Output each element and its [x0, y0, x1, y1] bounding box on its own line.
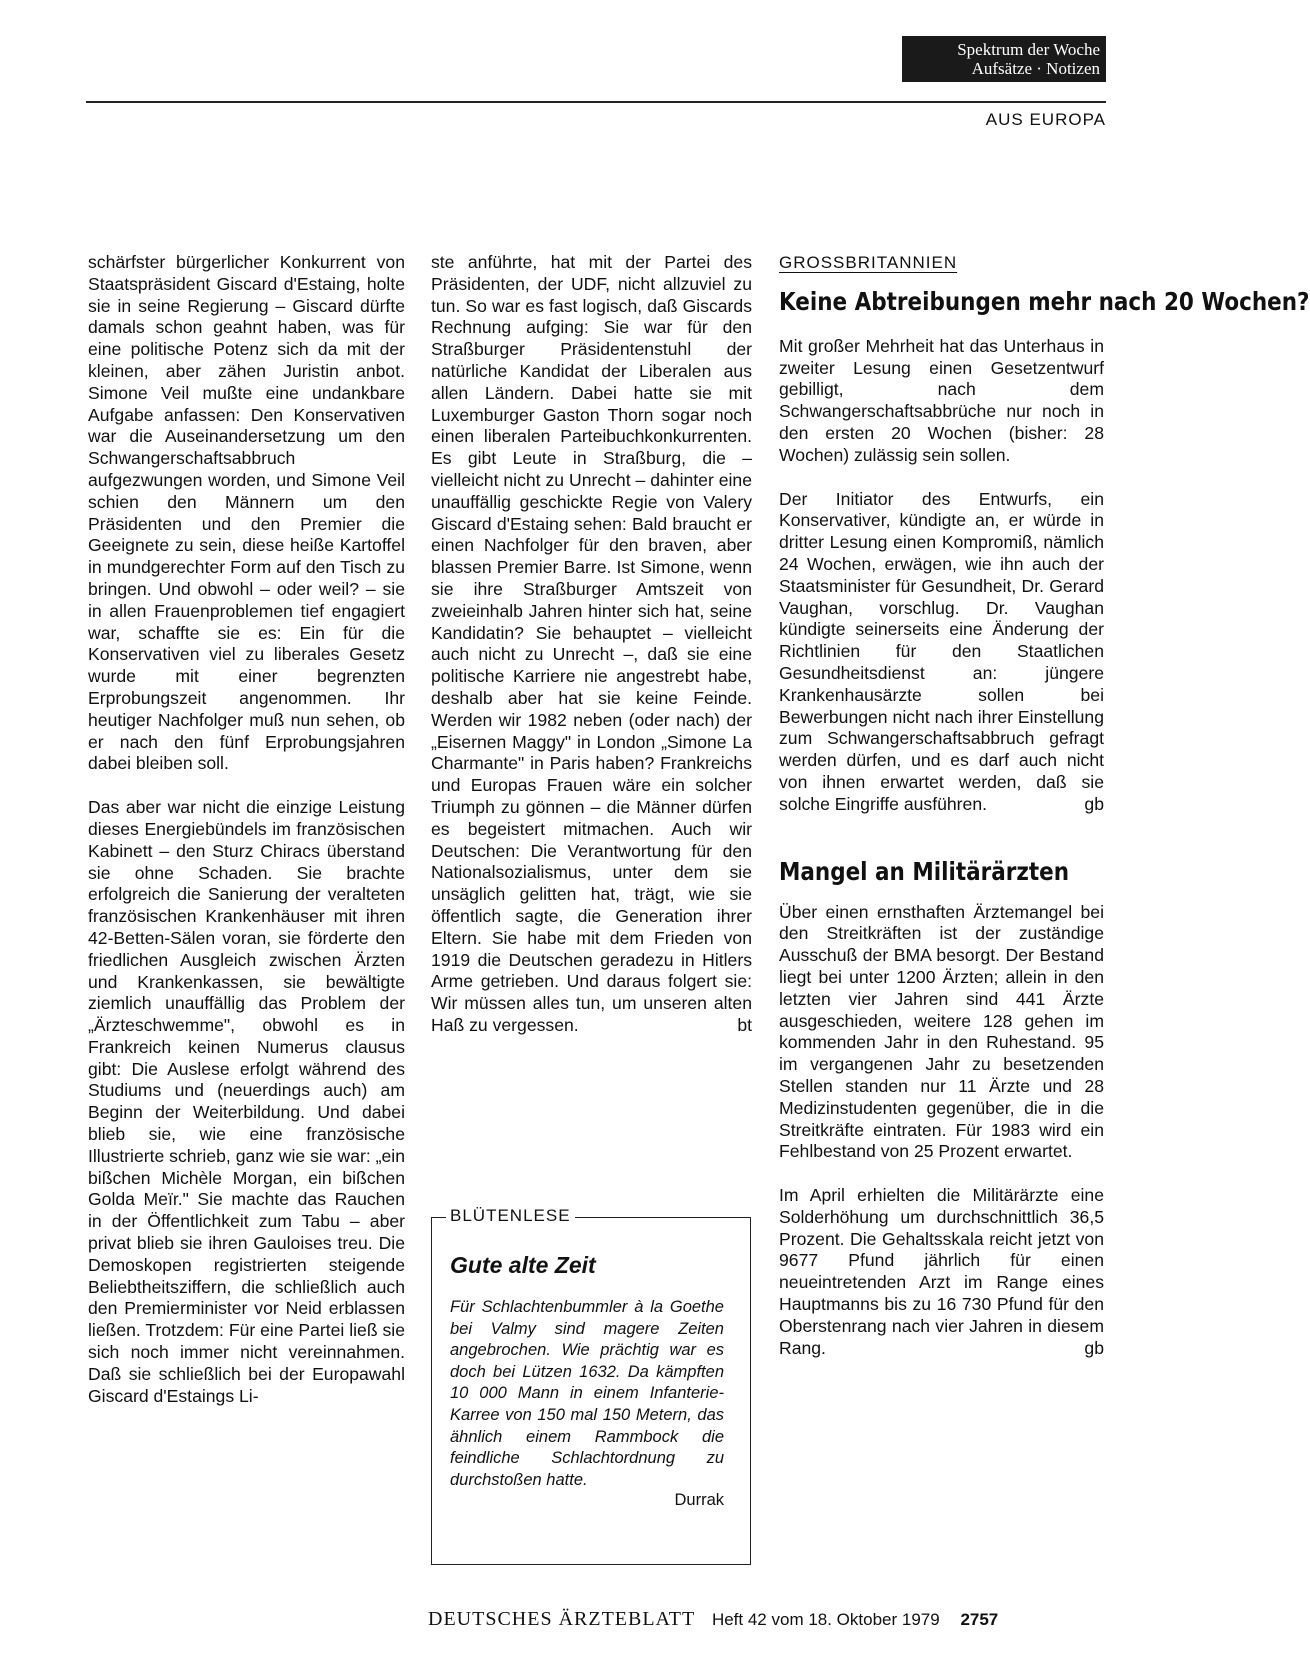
header-box-line2: Aufsätze · Notizen	[971, 59, 1100, 78]
column-1	[88, 252, 405, 1407]
section-header-box	[902, 36, 1106, 82]
journal-name: DEUTSCHES ÄRZTEBLATT	[428, 1608, 696, 1630]
column-2	[431, 252, 752, 1037]
header-rule	[86, 101, 1106, 103]
col3-paragraph-2	[779, 489, 1104, 816]
box-label: BLÜTENLESE	[446, 1206, 575, 1226]
page-footer	[428, 1608, 998, 1631]
box-author: Durrak	[674, 1491, 724, 1510]
col2-paragraph-text: ste anführte, hat mit der Partei des Präsidenten, der UDF, nicht allzuviel zu tun. So war es fast logisch, daß Giscards Rechnung aufging: Sie war für den Straßburger Präsidentenstuhl der natürliche Kandidat der Liberalen aus allen Ländern. Dabei hatte sie mit Luxemburger Gaston Thorn sogar noch einen liberalen Parteibuchkonkurrenten. Es gibt Leute in Straßburg, die – vielleicht nicht zu Unrecht – dahinter eine unauffällig geschickte Regie von Valery Giscard d'Estaing sehen: Bald braucht er einen Nachfolger für den braven, aber blassen Premier Barre. Ist Simone, wenn sie ihre Straßburger Amtszeit von zweieinhalb Jahren hinter sich hat, seine Kandidatin? Sie behauptet – vielleicht auch nicht zu Unrecht –, daß sie eine politische Karriere nie angestrebt habe, deshalb aber hat sie keine Feinde. Werden wir 1982 neben (oder nach) der „Eisernen Maggy" in London „Simone La Charmante" in Paris haben? Frankreichs und Europas Frauen wäre ein solcher Triumph zu gönnen – die Männer dürfen es begeistert mitmachen. Auch wir Deutschen: Die Verantwortung für den Nationalsozialismus, unter dem sie unsäglich gelitten hat, trägt, wie sie öffentlich sagte, die Generation ihrer Eltern. Sie habe mit dem Frieden von 1919 die Deutschen geradezu in Hitlers Arme getrieben. Und daraus folgert sie: Wir müssen alles tun, um unseren alten Haß zu vergessen.	[431, 252, 752, 1035]
col3-paragraph-3: Über einen ernsthaften Ärztemangel bei den Streitkräften ist der zuständige Ausschuß der BMA besorgt. Der Bestand liegt bei unter 1200 Ärzten; allein in den letzten vier Jahren sind 441 Ärzte ausgeschieden, weitere 128 gehen im kommenden Jahr in den Ruhestand. 95 im vergangenen Jahr zu besetzenden Stellen standen nur 11 Ärzte und 28 Medizinstudenten gegenüber, die in die Streitkräfte eintraten. Für 1983 wird ein Fehlbestand von 25 Prozent erwartet.	[779, 901, 1104, 1162]
column-3	[779, 252, 1310, 1359]
col3-author-2: gb	[1084, 1337, 1104, 1358]
col3-paragraph-4	[779, 1185, 1104, 1359]
col3-paragraph-4-text: Im April erhielten die Militärärzte eine Solderhöhung um durchschnittlich 36,5 Prozent. Die Gehaltsskala reicht jetzt von 9677 Pfund jährlich für einen neueintretenden Arzt im Range eines Hauptmanns bis zu 16 730 Pfund für den Oberstenrang nach vier Jahren in diesem Rang.	[779, 1185, 1104, 1358]
col2-author: bt	[737, 1014, 752, 1035]
col1-paragraph-1: schärfster bürgerlicher Konkurrent von Staatspräsident Giscard d'Estaing, holte sie in seine Regierung – Giscard dürfte damals schon geahnt haben, was für eine politische Potenz sich da mit der kleinen, aber zähen Juristin anbot. Simone Veil mußte eine undankbare Aufgabe anfassen: Den Konservativen war die Auseinandersetzung um den Schwangerschaftsabbruch aufgezwungen worden, und Simone Veil schien den Männern um den Präsidenten und den Premier die Geeignete zu sein, diese heiße Kartoffel in mundgerechter Form auf den Tisch zu bringen. Und obwohl – oder weil? – sie in allen Frauenproblemen tief engagiert war, schaffte sie es: Ein für die Konservativen viel zu liberales Gesetz wurde mit einer begrenzten Erprobungszeit angenommen. Ihr heutiger Nachfolger muß nun sehen, ob er nach den fünf Erprobungsjahren dabei bleiben soll.	[88, 252, 405, 774]
header-box-line1: Spektrum der Woche	[957, 40, 1100, 59]
section-label: AUS EUROPA	[985, 110, 1106, 129]
box-title: Gute alte Zeit	[450, 1252, 596, 1278]
headline-abortion: Keine Abtreibungen mehr nach 20 Wochen?	[779, 286, 1310, 316]
col3-paragraph-2-text: Der Initiator des Entwurfs, ein Konservativer, kündigte an, er würde in dritter Lesung einen Kompromiß, nämlich 24 Wochen, erwägen, wie ihn auch der Staatsminister für Gesundheit, Dr. Gerard Vaughan, vorschlug. Dr. Vaughan kündigte seinerseits eine Änderung der Richtlinien für den Staatlichen Gesundheitsdienst an: jüngere Krankenhausärzte sollen bei Bewerbungen nicht nach ihrer Einstellung zum Schwangerschaftsabbruch gefragt werden dürfen, und es darf auch nicht von ihnen erwartet werden, daß sie solche Eingriffe ausführen.	[779, 488, 1104, 814]
col3-paragraph-1: Mit großer Mehrheit hat das Unterhaus in zweiter Lesung einen Gesetzentwurf gebilligt, nach dem Schwangerschaftsabbrüche nur noch in den ersten 20 Wochen (bisher: 28 Wochen) zulässig sein sollen.	[779, 335, 1104, 465]
topic-label: GROSSBRITANNIEN	[779, 253, 958, 272]
col3-author-1: gb	[1084, 793, 1104, 814]
issue-info: Heft 42 vom 18. Oktober 1979	[711, 1610, 940, 1629]
bluetenlese-box	[431, 1206, 751, 1565]
box-text: Für Schlachtenbummler à la Goethe bei Valmy sind magere Zeiten angebrochen. Wie prächtig war es doch bei Lützen 1632. Da kämpften 10 000 Mann in einem Infanterie-Karree von 150 mal 150 Metern, das ähnlich einem Rammbock die feindliche Schlachtordnung zu durchstoßen hatte.	[450, 1298, 724, 1489]
col1-paragraph-2: Das aber war nicht die einzige Leistung dieses Energiebündels im französischen Kabinett – den Sturz Chiracs überstand sie ohne Schaden. Sie brachte erfolgreich die Sanierung der veralteten französischen Krankenhäuser mit ihren 42-Betten-Sälen voran, sie förderte den friedlichen Ausgleich zwischen Ärzten und Krankenkassen, sie bewältigte ziemlich unauffällig das Problem der „Ärzteschwemme", obwohl es in Frankreich keinen Numerus clausus gibt: Die Auslese erfolgt während des Studiums und (neuerdings auch) am Beginn der Weiterbildung. Und dabei blieb sie, wie eine französische Illustrierte schrieb, ganz wie sie war: „ein bißchen Michèle Morgan, ein bißchen Golda Meïr." Sie machte das Rauchen in der Öffentlichkeit zum Tabu – aber privat blieb sie ihren Gauloises treu. Die Demoskopen registrierten steigende Beliebtheitsziffern, die schließlich auch den Premierminister vor Neid erblassen ließen. Trotzdem: Für eine Partei ließ sie sich noch immer nicht vereinnahmen. Daß sie schließlich bei der Europawahl Giscard d'Estaings Li-	[88, 797, 405, 1406]
page-number: 2757	[960, 1610, 999, 1629]
headline-military-doctors: Mangel an Militärärzten	[779, 856, 1070, 886]
col2-paragraph-1	[431, 252, 752, 1037]
